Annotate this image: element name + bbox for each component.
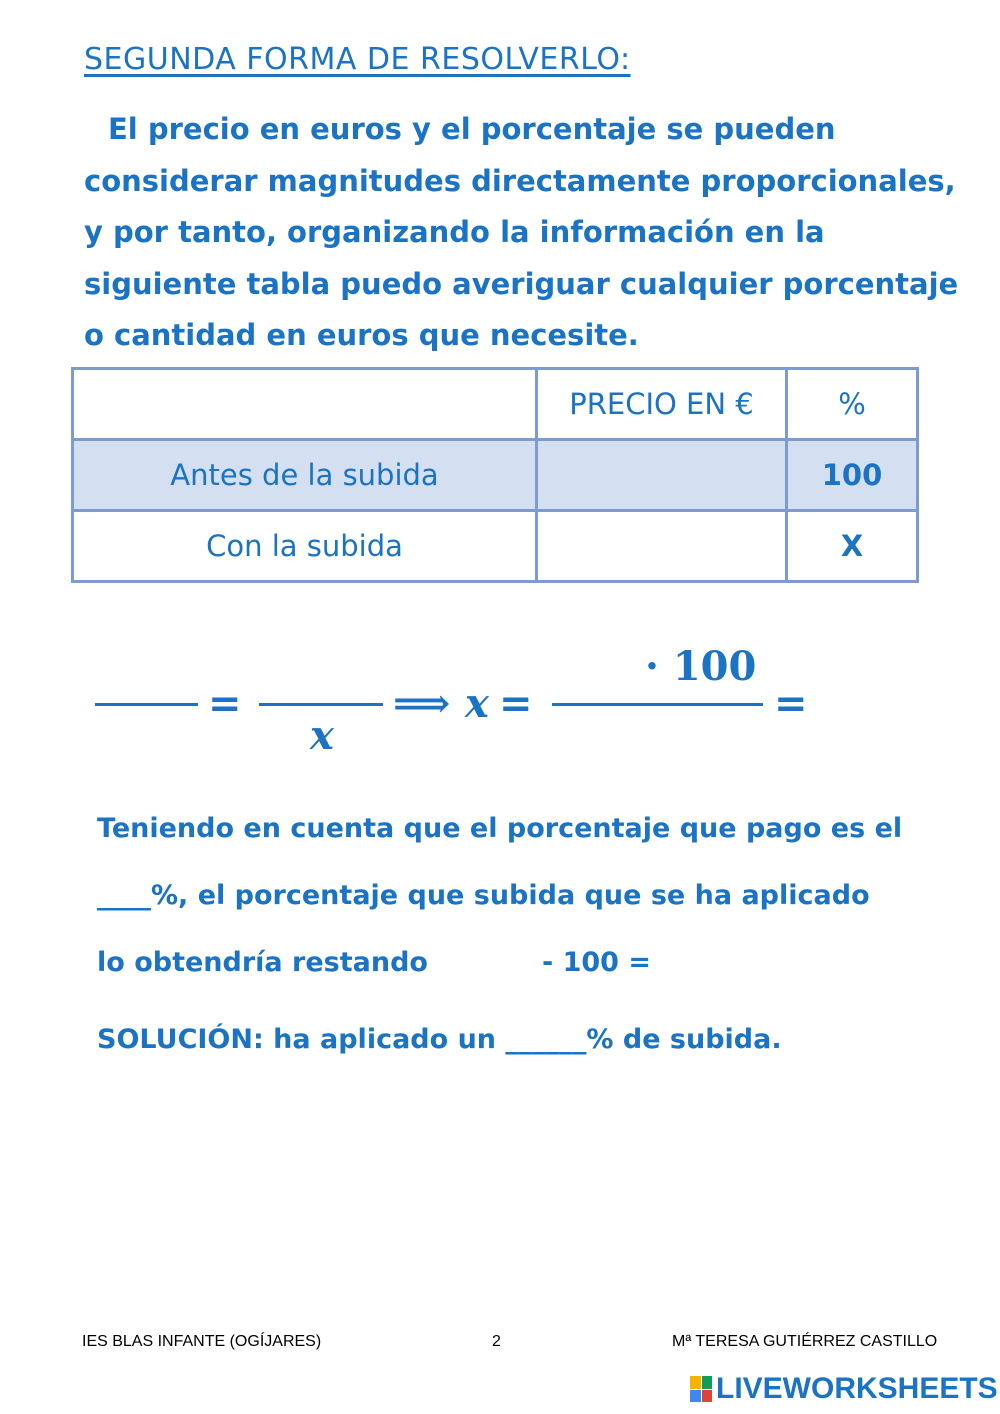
percent-before: 100: [787, 440, 918, 511]
intro-line: El precio en euros y el porcentaje se pueden: [108, 112, 836, 146]
table-header-price: PRECIO EN €: [537, 369, 787, 440]
implies-arrow: ⟹: [393, 680, 451, 727]
percent-after: X: [787, 511, 918, 582]
table-row: [73, 511, 918, 582]
logo-text: LIVEWORKSHEETS: [716, 1372, 998, 1405]
intro-line: y por tanto, organizando la información en la: [84, 215, 825, 249]
intro-line: siguiente tabla puedo averiguar cualquier porcentaje: [84, 266, 959, 301]
equals-sign: =: [499, 680, 533, 727]
table-row: [73, 440, 918, 511]
row-label-after: Con la subida: [73, 511, 537, 582]
footer-school: IES BLAS INFANTE (OGÍJARES): [82, 1333, 322, 1350]
intro-line: considerar magnitudes directamente proporcionales,: [84, 163, 956, 198]
section-title: SEGUNDA FORMA DE RESOLVERLO:: [84, 42, 631, 77]
explanation-line: lo obtendría restando: [97, 947, 428, 978]
table-header-percent: %: [787, 369, 918, 440]
fraction-bar-1: [95, 703, 198, 706]
table-header-row: [73, 369, 918, 440]
equals-sign: =: [208, 680, 242, 727]
fraction-bar-3: [552, 703, 763, 706]
intro-line: o cantidad en euros que necesite.: [84, 318, 639, 352]
explanation-line: ____%, el porcentaje que subida que se ha aplicado: [97, 880, 870, 911]
footer-page-number: 2: [492, 1333, 501, 1350]
x-variable: x: [465, 680, 489, 727]
x-denominator: x: [310, 712, 334, 759]
footer-author: Mª TERESA GUTIÉRREZ CASTILLO: [672, 1333, 938, 1350]
price-before-input[interactable]: [537, 440, 787, 511]
row-label-before: Antes de la subida: [73, 440, 537, 511]
times-100: · 100: [645, 643, 757, 690]
subtraction-expression: - 100 =: [542, 947, 651, 978]
solution-line: SOLUCIÓN: ha aplicado un ______% de subida.: [97, 1024, 782, 1055]
explanation-line: Teniendo en cuenta que el porcentaje que pago es el: [97, 813, 903, 844]
intro-paragraph: [84, 104, 959, 362]
price-after-input[interactable]: [537, 511, 787, 582]
table-header-empty: [73, 369, 537, 440]
fraction-bar-2: [259, 703, 383, 706]
liveworksheets-logo: [690, 1372, 998, 1406]
proportion-table: [71, 367, 919, 583]
equals-sign: =: [774, 680, 808, 727]
liveworksheets-icon: [690, 1376, 712, 1402]
